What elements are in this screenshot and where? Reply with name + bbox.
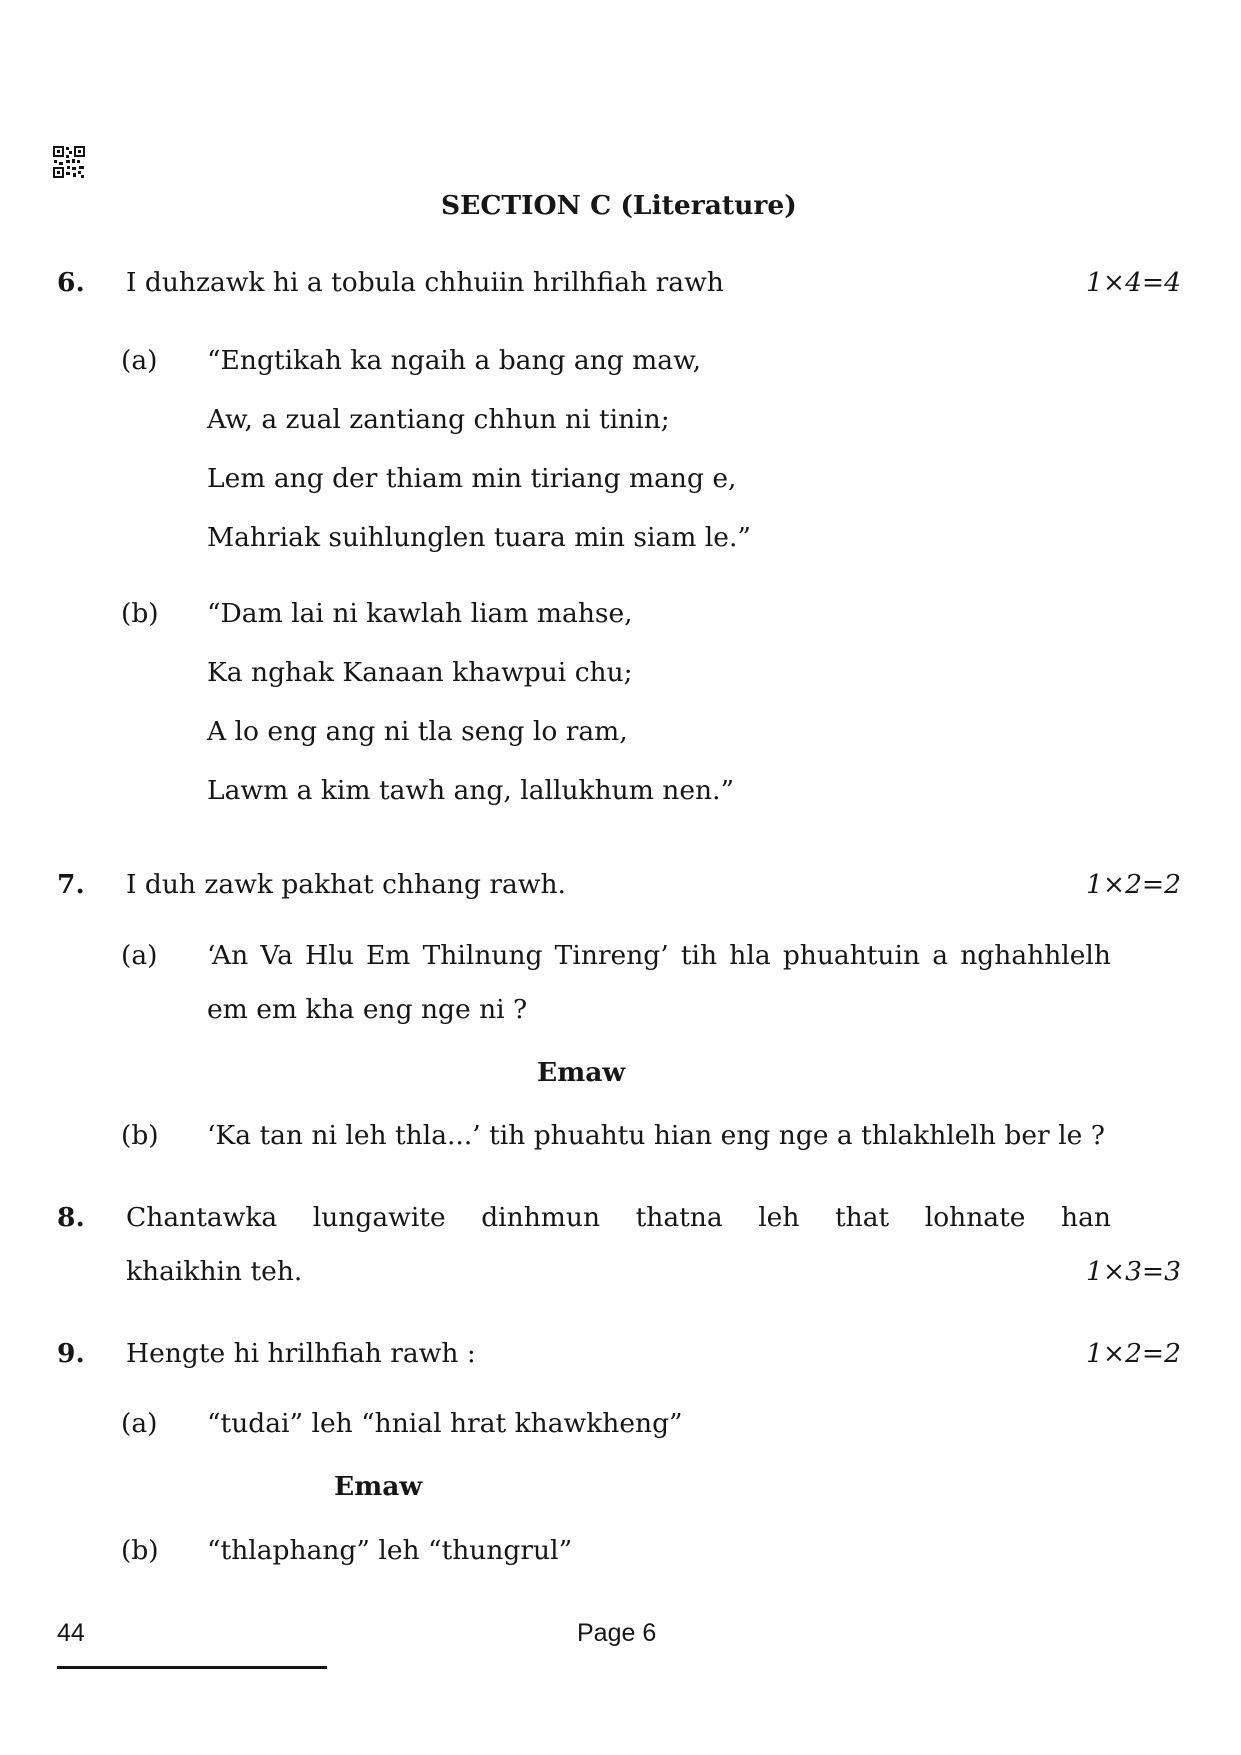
- word: Em: [365, 940, 411, 971]
- question-7b-text: ‘Ka tan ni leh thla...’ tih phuahtu hian eng nge a thlakhlelh ber le ?: [207, 1120, 1105, 1151]
- question-8-marks: 1×3=3: [1086, 1256, 1181, 1287]
- word: nghahhlelh: [960, 940, 1111, 971]
- question-9a-label: (a): [121, 1408, 158, 1439]
- word: thatna: [635, 1202, 723, 1233]
- question-9-or-label: Emaw: [334, 1471, 423, 1502]
- word: dinhmun: [481, 1202, 601, 1233]
- word: ‘An: [207, 940, 249, 971]
- word: han: [1061, 1202, 1111, 1233]
- question-6a-label: (a): [121, 345, 158, 376]
- word: phuahtuin: [782, 940, 921, 971]
- word: Tinreng’: [554, 940, 669, 971]
- footer-divider: [57, 1666, 327, 1669]
- qr-code-icon: [53, 146, 85, 178]
- paper-code: 44: [57, 1619, 85, 1647]
- question-6b-line-4: Lawm a kim tawh ang, lallukhum nen.”: [207, 775, 735, 806]
- question-6-number: 6.: [57, 267, 85, 298]
- section-title: SECTION C (Literature): [441, 190, 797, 221]
- question-6a-line-3: Lem ang der thiam min tiriang mang e,: [207, 463, 737, 494]
- word: Hlu: [305, 940, 354, 971]
- question-9-marks: 1×2=2: [1086, 1338, 1181, 1369]
- question-7b-label: (b): [121, 1120, 159, 1151]
- word: hla: [729, 940, 771, 971]
- word: that: [835, 1202, 890, 1233]
- question-6b-label: (b): [121, 598, 159, 629]
- word: lohnate: [924, 1202, 1026, 1233]
- word: a: [932, 940, 949, 971]
- word: tih: [680, 940, 718, 971]
- question-9-text: Hengte hi hrilhfiah rawh :: [126, 1338, 476, 1369]
- question-7-marks: 1×2=2: [1086, 869, 1181, 900]
- question-7a-line-2: em em kha eng nge ni ?: [207, 994, 528, 1025]
- word: Chantawka: [126, 1202, 278, 1233]
- question-6b-line-2: Ka nghak Kanaan khawpui chu;: [207, 657, 633, 688]
- question-9a-text: “tudai” leh “hnial hrat khawkheng”: [207, 1408, 683, 1439]
- page-number: Page 6: [577, 1619, 657, 1647]
- question-6a-line-1: “Engtikah ka ngaih a bang ang maw,: [207, 345, 702, 376]
- question-7a-line-1: [207, 940, 1111, 971]
- question-7-or-label: Emaw: [537, 1057, 626, 1088]
- question-6a-line-2: Aw, a zual zantiang chhun ni tinin;: [207, 404, 670, 435]
- word: Thilnung: [422, 940, 543, 971]
- word: leh: [758, 1202, 800, 1233]
- question-9b-label: (b): [121, 1535, 159, 1566]
- question-8-number: 8.: [57, 1202, 85, 1233]
- question-9b-text: “thlaphang” leh “thungrul”: [207, 1535, 573, 1566]
- question-6-marks: 1×4=4: [1086, 267, 1181, 298]
- question-6a-line-4: Mahriak suihlunglen tuara min siam le.”: [207, 522, 751, 553]
- question-9-number: 9.: [57, 1338, 85, 1369]
- question-8-line-1: [126, 1202, 1111, 1233]
- question-7-text: I duh zawk pakhat chhang rawh.: [126, 869, 566, 900]
- word: Va: [260, 940, 293, 971]
- question-6b-line-3: A lo eng ang ni tla seng lo ram,: [207, 716, 628, 747]
- question-8-line-2: khaikhin teh.: [126, 1256, 303, 1287]
- question-7a-label: (a): [121, 940, 158, 971]
- word: lungawite: [312, 1202, 446, 1233]
- question-7-number: 7.: [57, 869, 85, 900]
- question-6-text: I duhzawk hi a tobula chhuiin hrilhfiah rawh: [126, 267, 724, 298]
- question-6b-line-1: “Dam lai ni kawlah liam mahse,: [207, 598, 633, 629]
